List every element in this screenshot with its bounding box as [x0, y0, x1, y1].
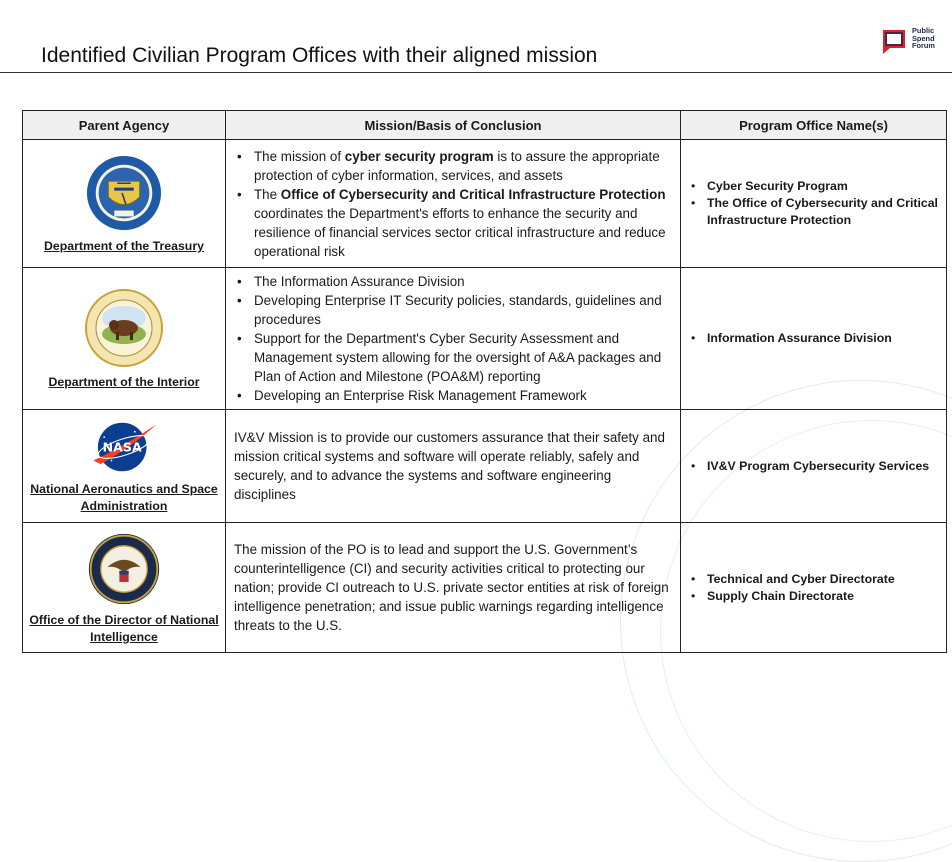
mission-text: IV&V Mission is to provide our customers assurance that their safety and mission critical systems and software will operate reliably, safely and securely, and to advance the systems and software engineering disciplines [234, 430, 665, 502]
table-row [23, 140, 947, 268]
treasury-seal-icon [85, 154, 163, 232]
odni-seal-icon [87, 532, 161, 606]
column-header: Mission/Basis of Conclusion [226, 111, 681, 140]
nasa-logo-text: NASA [102, 439, 142, 455]
office-cell [681, 268, 947, 410]
office-item: • IV&V Program Cybersecurity Services [689, 458, 938, 475]
office-item: • Technical and Cyber Directorate [689, 571, 938, 588]
mission-bullet: • Support for the Department's Cyber Security Assessment and Management system allowing for the oversight of A&A packages and Plan of Action and Milestone (POA&M) reporting [234, 329, 672, 386]
mission-text: The mission of the PO is to lead and support the U.S. Government’s counterintelligence (CI) and security activities critical to protecting our nation; provide CI outreach to U.S. private sector entities at risk of foreign intelligence penetration; and issue public warnings regarding intelligence threats to the U.S. [234, 542, 669, 633]
mission-bullet: • Developing an Enterprise Risk Management Framework [234, 386, 672, 405]
mission-cell [226, 140, 681, 268]
logo-line: Public [912, 26, 935, 35]
column-header: Parent Agency [23, 111, 226, 140]
logo-mark-icon [882, 28, 908, 54]
office-item: • The Office of Cybersecurity and Critical Infrastructure Protection [689, 195, 938, 229]
logo-wordmark [912, 27, 935, 50]
agency-name: Department of the Interior [48, 375, 200, 389]
office-item: • Supply Chain Directorate [689, 588, 938, 605]
table-row [23, 268, 947, 410]
mission-bullet: • The mission of cyber security program is to assure the appropriate protection of cyber information, services, and assets [234, 147, 672, 185]
mission-cell [226, 523, 681, 653]
page-title: Identified Civilian Program Offices with their aligned mission [41, 44, 598, 67]
mission-bullet: • The Office of Cybersecurity and Critical Infrastructure Protection coordinates the Department's efforts to enhance the security and resilience of financial services sector critical infrastructure and reduce operational risk [234, 185, 672, 261]
title-divider [0, 72, 952, 73]
agency-name: National Aeronautics and Space Administration [30, 482, 218, 513]
office-cell [681, 523, 947, 653]
office-item: • Information Assurance Division [689, 330, 938, 347]
table-header-row [23, 111, 947, 140]
agency-cell [23, 140, 226, 268]
program-offices-table [22, 110, 947, 653]
mission-cell [226, 268, 681, 410]
mission-bullet: • The Information Assurance Division [234, 272, 672, 291]
office-item: • Cyber Security Program [689, 178, 938, 195]
agency-cell [23, 410, 226, 523]
column-header: Program Office Name(s) [681, 111, 947, 140]
agency-name: Office of the Director of National Intelligence [29, 612, 219, 644]
logo-line: Spend [912, 33, 935, 43]
table-row [23, 410, 947, 523]
public-spend-forum-logo [882, 27, 944, 57]
agency-cell [23, 523, 226, 653]
office-cell [681, 410, 947, 523]
mission-bullet: • Developing Enterprise IT Security policies, standards, guidelines and procedures [234, 291, 672, 329]
table-row [23, 523, 947, 653]
mission-cell [226, 410, 681, 523]
office-cell [681, 140, 947, 268]
nasa-logo-icon [88, 419, 160, 475]
logo-line: Forum [912, 41, 935, 51]
agency-cell [23, 268, 226, 410]
agency-name: Department of the Treasury [44, 239, 204, 253]
interior-seal-icon [84, 288, 164, 368]
